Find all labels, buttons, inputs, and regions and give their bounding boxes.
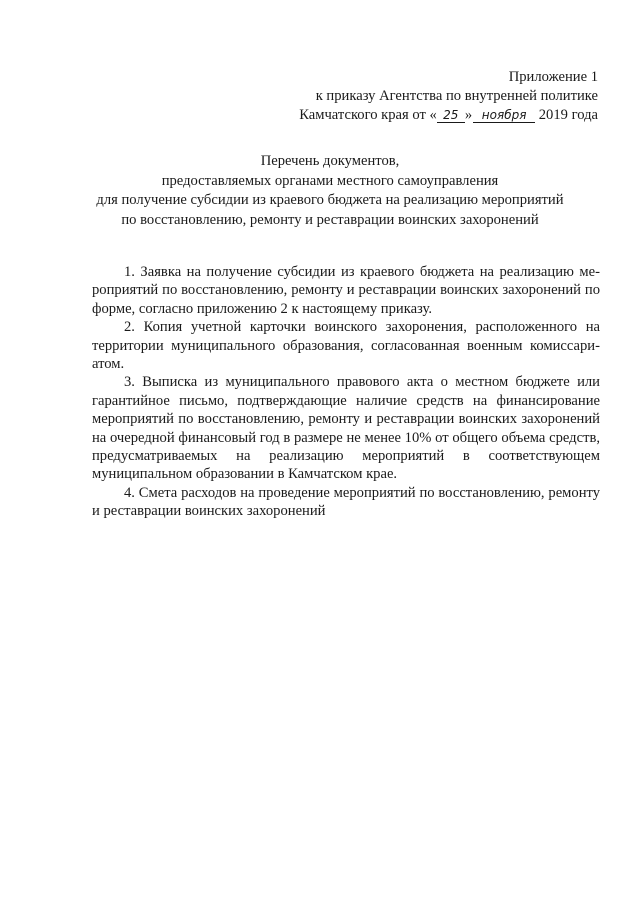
document-title bbox=[60, 152, 600, 230]
appendix-number: Приложение 1 bbox=[508, 69, 598, 85]
date-prefix: Камчатского края от « bbox=[299, 107, 437, 123]
list-item-1: 1. Заявка на получение субсидии из краевого бюджета на реализацию мероприятий по восстановлению, ремонту и реставрации воинских захоронений по форме, согласно приложению 2 к настоящему приказу. bbox=[92, 264, 600, 317]
list-item-4: 4. Смета расходов на проведение мероприятий по восстановлению, ремонту и реставрации воинских захоронений bbox=[92, 484, 600, 520]
title-line-2: предоставляемых органами местного самоуправления bbox=[161, 172, 499, 189]
appendix-header bbox=[238, 68, 598, 125]
appendix-date-line bbox=[238, 106, 598, 125]
list-item-3: 3. Выписка из муниципального правового акта о местном бюджете или гарантийное письмо, подтверждающие наличие средств на финансирование мероприятий по восстановлению, ремонту и реставрации воинских захоронений на очередной финансовый год в размере не менее 10% от общего объема средств, предусматриваемых на реализацию мероприятий в соответствующем муниципальном образовании в Камчатском крае. bbox=[92, 374, 600, 483]
title-line-1: Перечень документов, bbox=[260, 153, 400, 169]
title-line-3: для получение субсидии из краевого бюджета на реализацию мероприятий bbox=[96, 192, 564, 208]
handwritten-day: 25 bbox=[437, 108, 465, 123]
date-suffix: 2019 года bbox=[535, 107, 598, 123]
appendix-order-ref: к приказу Агентства по внутренней политике bbox=[315, 88, 598, 104]
list-item-2: 2. Копия учетной карточки воинского захоронения, расположенного на территории муниципального образования, согласованная военным комиссариатом. bbox=[92, 319, 600, 373]
date-quote: » bbox=[464, 107, 473, 123]
handwritten-month: ноября bbox=[473, 108, 535, 123]
document-list bbox=[92, 263, 600, 521]
title-line-4: по восстановлению, ремонту и реставрации воинских захоронений bbox=[121, 211, 539, 228]
